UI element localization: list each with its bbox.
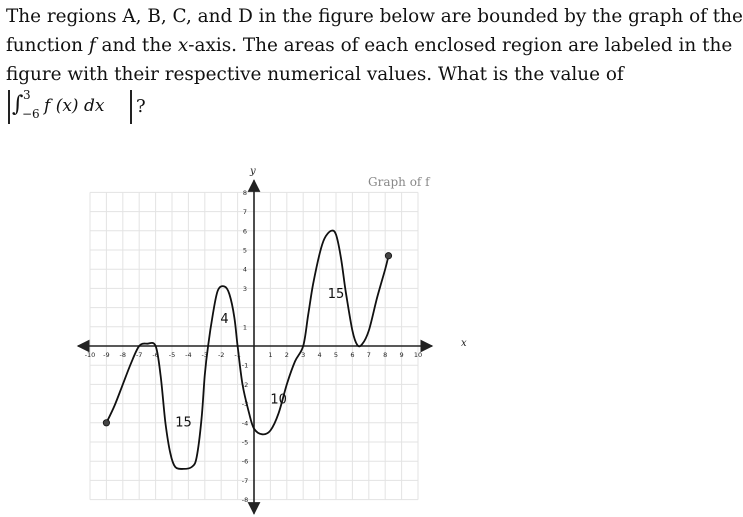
x-tick-label: -5	[168, 351, 176, 359]
region-area-label: 15	[327, 287, 345, 302]
y-tick-label: -5	[241, 438, 249, 447]
y-tick-label: -6	[241, 457, 249, 466]
x-tick-label: -8	[119, 351, 127, 359]
y-tick-label: 8	[242, 188, 248, 197]
question-line-2-a: function	[6, 35, 89, 56]
question-line-3: figure with their respective numerical values. What is the value of	[6, 64, 624, 85]
curve-start-point	[103, 420, 109, 426]
question-line-1: The regions A, B, C, and D in the figure below are bounded by the graph of the	[6, 6, 743, 27]
x-tick-label: 7	[366, 351, 371, 359]
x-tick-label: 5	[333, 351, 339, 359]
y-tick-label: -1	[241, 361, 249, 370]
x-tick-label: 3	[301, 351, 306, 359]
y-tick-label: 6	[242, 227, 248, 236]
y-tick-label: -7	[241, 476, 249, 485]
x-tick-label: 8	[383, 351, 388, 359]
question-mark: ?	[136, 96, 146, 117]
region-area-label: 10	[270, 392, 287, 408]
x-tick-label: -3	[201, 351, 209, 359]
question-line-2-b: and the	[95, 35, 178, 56]
x-axis-name: x	[461, 338, 467, 349]
y-tick-label: -8	[241, 496, 249, 505]
x-tick-label: 4	[317, 351, 322, 359]
y-tick-label: -2	[241, 380, 249, 389]
y-tick-label: 1	[242, 323, 248, 332]
x-tick-label: 6	[350, 351, 355, 359]
region-area-label: 15	[175, 415, 192, 431]
y-tick-label: 4	[242, 265, 248, 274]
x-tick-label: 9	[399, 351, 404, 359]
x-tick-label: 1	[268, 351, 273, 359]
x-tick-label: -10	[84, 351, 96, 359]
integrand: f (x) dx	[44, 96, 105, 116]
function-curve	[106, 231, 388, 469]
y-axis-name: y	[250, 166, 256, 177]
x-symbol: x	[177, 35, 189, 56]
function-symbol: f	[88, 35, 96, 56]
question-line-2-c: -axis. The areas of each enclosed region are labeled in the	[188, 35, 733, 56]
x-tick-label: -1	[234, 351, 241, 359]
x-tick-label: -6	[152, 351, 159, 359]
x-tick-label: -2	[217, 351, 225, 359]
x-tick-label: -4	[185, 351, 192, 359]
region-area-label: 4	[220, 311, 229, 327]
upper-limit: 3	[23, 88, 31, 102]
y-tick-label: 3	[242, 284, 248, 293]
chart-title: Graph of f	[368, 175, 430, 189]
integral-sign: ∫	[12, 92, 24, 117]
curve-end-point	[385, 253, 391, 259]
y-tick-label: -4	[241, 419, 249, 428]
y-tick-label: 5	[242, 246, 248, 255]
x-tick-label: 10	[413, 351, 423, 359]
x-tick-label: 2	[284, 351, 289, 359]
y-tick-label: 7	[242, 208, 248, 217]
y-tick-label: -3	[241, 400, 249, 409]
x-tick-label: -7	[135, 351, 143, 359]
lower-limit: −6	[22, 107, 40, 121]
x-tick-label: -9	[103, 351, 110, 359]
curve-layer	[103, 231, 391, 469]
